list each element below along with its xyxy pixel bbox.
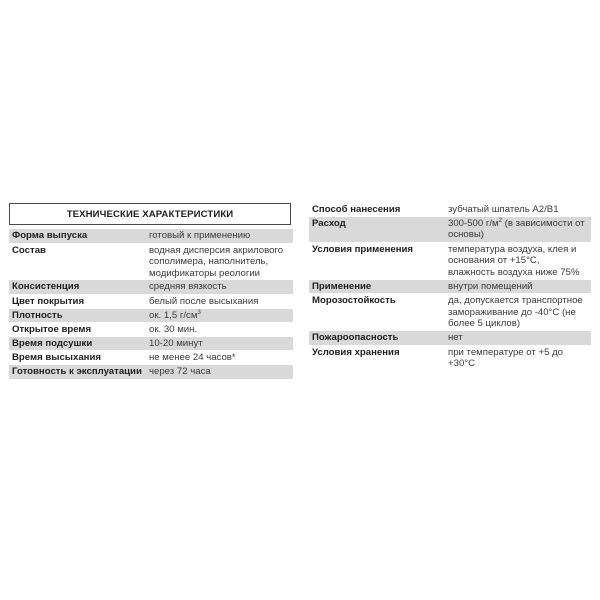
spec-value: да, допускается транспортное замораживание до -40°С (не более 5 циклов) <box>448 295 583 330</box>
table-row <box>9 309 293 323</box>
table-row <box>309 280 591 294</box>
spec-value: 300-500 $г/м^2$ (в зависимости от основы) <box>445 217 591 243</box>
specs-table-right <box>309 203 591 371</box>
table-row <box>9 365 293 379</box>
spec-label: Применение <box>309 280 445 294</box>
spec-label: Открытое время <box>12 324 92 336</box>
table-row <box>309 294 591 331</box>
spec-label: Расход <box>309 217 445 243</box>
spec-label: Плотность <box>9 309 146 323</box>
spec-value: температура воздуха, клея и основания от +15°С, влажность воздуха ниже 75% <box>448 243 580 278</box>
spec-label: Способ нанесения <box>312 204 401 215</box>
spec-value: 10-20 минут <box>146 337 293 351</box>
spec-label: Форма выпуска <box>9 229 146 243</box>
spec-value: готовый к применению <box>146 229 293 243</box>
spec-label: Состав <box>12 244 46 256</box>
spec-value: ок. 1,5 $г/см^3$ <box>146 309 293 323</box>
spec-value: средняя вязкость <box>146 280 293 294</box>
spec-label: Время подсушки <box>9 337 146 351</box>
table-row <box>9 243 293 280</box>
specs-table-left <box>9 229 293 379</box>
table-row <box>309 203 591 217</box>
spec-value: внутри помещений <box>445 280 591 294</box>
spec-value: белый после высыхания <box>149 295 259 307</box>
spec-value: водная дисперсия акрилового сополимера, наполнитель, модификаторы реологии <box>149 244 284 279</box>
table-row <box>309 331 591 345</box>
spec-value: зубчатый шпатель А2/В1 <box>448 204 559 215</box>
spec-label: Цвет покрытия <box>12 295 85 307</box>
spec-label: Условия применения <box>312 243 413 255</box>
spec-label: Консистенция <box>9 280 146 294</box>
spec-label: Готовность к эксплуатации <box>9 365 146 379</box>
spec-value: не менее 24 часов* <box>149 352 236 364</box>
spec-label: Время высыхания <box>12 352 101 364</box>
table-row <box>309 242 591 279</box>
table-row <box>309 217 591 243</box>
table-row <box>9 351 293 365</box>
spec-value: через 72 часа <box>146 365 293 379</box>
spec-value: нет <box>445 331 591 345</box>
table-row <box>9 323 293 337</box>
spec-label: Условия хранения <box>312 346 400 358</box>
table-row <box>9 280 293 294</box>
spec-label: Морозостойкость <box>312 295 396 307</box>
table-row <box>309 345 591 371</box>
spec-value: ок. 30 мин. <box>149 324 198 336</box>
table-row <box>9 229 293 243</box>
spec-label: Пожароопасность <box>309 331 445 345</box>
table-row <box>9 294 293 308</box>
spec-value: при температуре от +5 до +30°С <box>448 346 564 370</box>
specs-header: ТЕХНИЧЕСКИЕ ХАРАКТЕРИСТИКИ <box>9 203 291 225</box>
table-row <box>9 337 293 351</box>
